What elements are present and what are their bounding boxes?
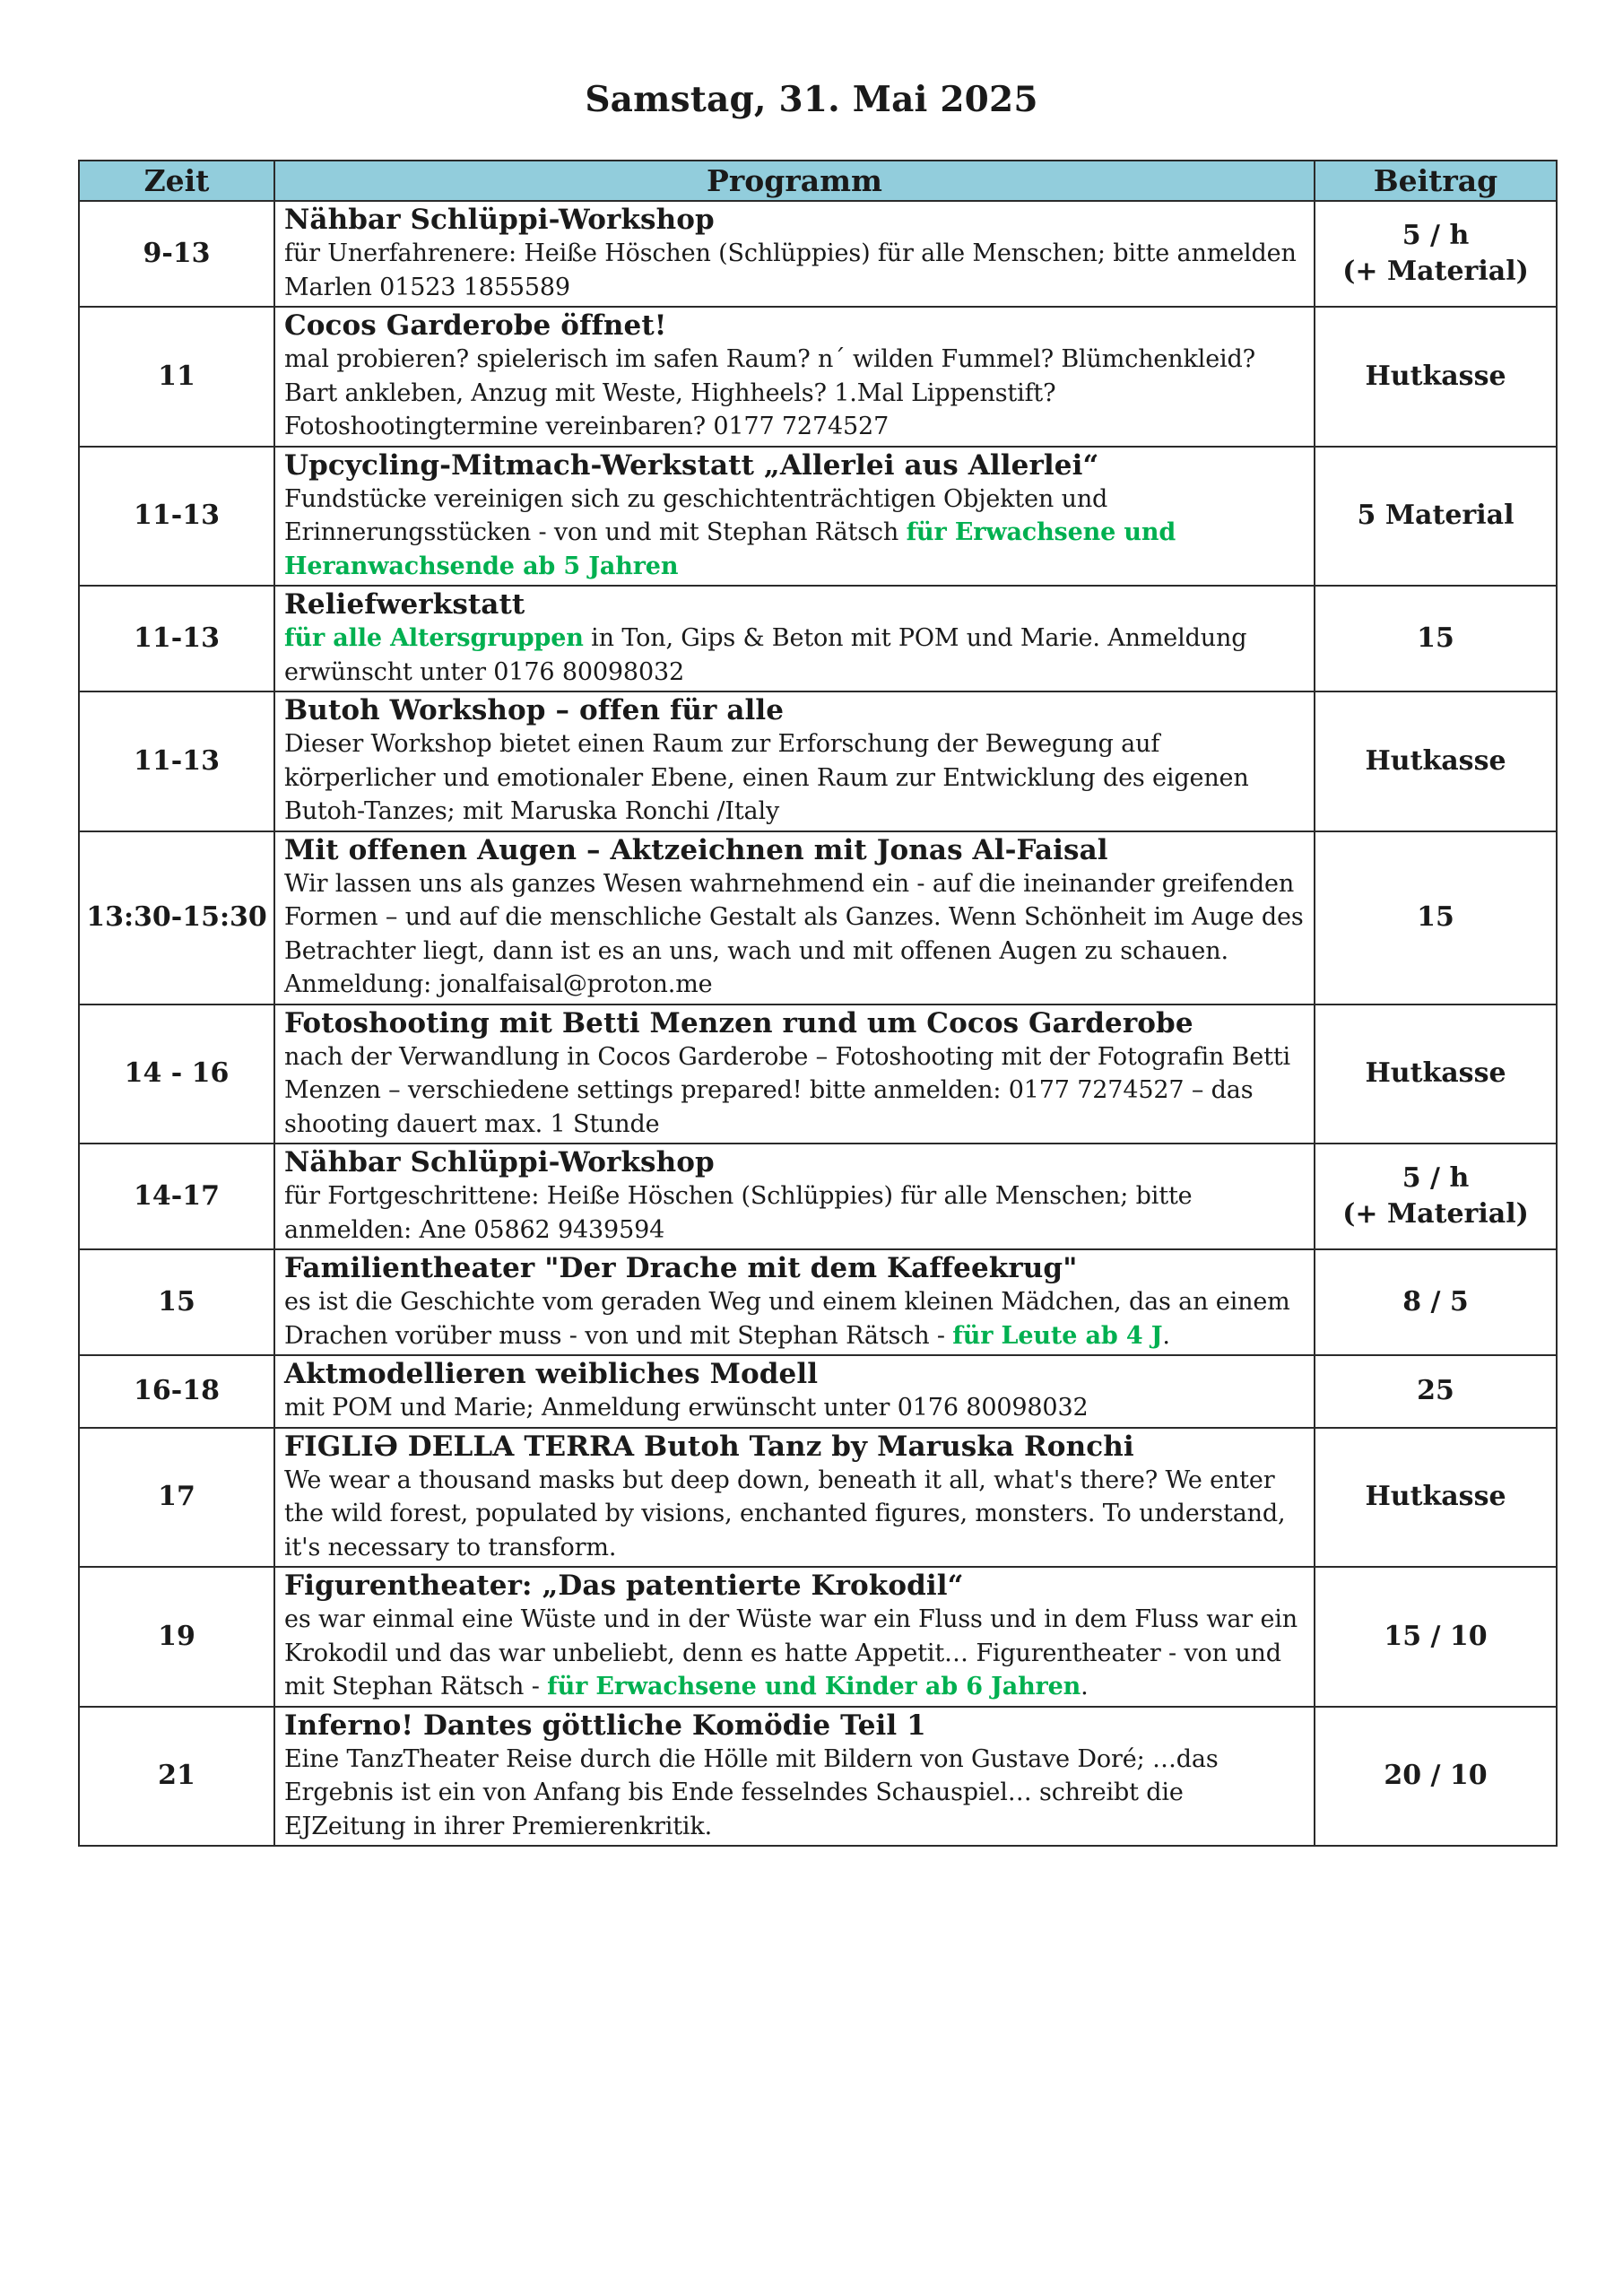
description-text: . bbox=[1162, 1321, 1170, 1350]
fee-line: 8 / 5 bbox=[1402, 1286, 1469, 1318]
event-program bbox=[274, 1004, 1315, 1144]
description-text: Wir lassen uns als ganzes Wesen wahrnehmend ein - auf die ineinander greifenden Formen – und auf die menschliche Gestalt als Ganzes. Wenn Schönheit im Auge des Betrachter liegt, dann ist es an uns, wach und mit offenen Augen zu schauen. Anmeldung: jonalfaisal@proton.me bbox=[284, 869, 1304, 998]
description-text: für Unerfahrenere: Heiße Höschen (Schlüppies) für alle Menschen; bitte anmelden Marlen 01523 1855589 bbox=[284, 239, 1297, 301]
table-row bbox=[79, 586, 1557, 691]
event-program bbox=[274, 1428, 1315, 1568]
event-description bbox=[284, 343, 1306, 444]
table-row bbox=[79, 1144, 1557, 1249]
table-row bbox=[79, 1707, 1557, 1847]
fee-line: 25 bbox=[1417, 1375, 1454, 1407]
event-description bbox=[284, 1603, 1306, 1704]
description-text: mal probieren? spielerisch im safen Raum? n´ wilden Fummel? Blümchenkleid? Bart ankleben, Anzug mit Weste, Highheels? 1.Mal Lippenstift? Fotoshootingtermine vereinbaren? 0177 7274527 bbox=[284, 345, 1255, 440]
description-text: in Ton, Gips & Beton mit POM und Marie. Anmeldung erwünscht unter 0176 80098032 bbox=[284, 624, 1247, 686]
audience-highlight: für alle Altersgruppen bbox=[284, 624, 584, 652]
fee-line: 5 / h bbox=[1402, 220, 1470, 251]
event-program bbox=[274, 831, 1315, 1004]
event-description bbox=[284, 237, 1306, 304]
event-fee bbox=[1315, 1004, 1557, 1144]
event-program bbox=[274, 691, 1315, 831]
table-row bbox=[79, 1567, 1557, 1707]
event-title: Figurentheater: „Das patentierte Krokodil“ bbox=[284, 1570, 964, 1602]
event-description bbox=[284, 483, 1306, 584]
table-row bbox=[79, 691, 1557, 831]
table-row bbox=[79, 307, 1557, 447]
event-description bbox=[284, 1743, 1306, 1844]
audience-highlight: für Leute ab 4 J bbox=[952, 1321, 1163, 1350]
event-title: FIGLIƏ DELLA TERRA Butoh Tanz by Maruska Ronchi bbox=[284, 1430, 1134, 1463]
description-text: Eine TanzTheater Reise durch die Hölle mit Bildern von Gustave Doré; …das Ergebnis ist ein von Anfang bis Ende fesselndes Schauspiel… schreibt die EJZeitung in ihrer Premierenkritik. bbox=[284, 1744, 1219, 1840]
event-program bbox=[274, 1707, 1315, 1847]
event-title: Fotoshooting mit Betti Menzen rund um Cocos Garderobe bbox=[284, 1006, 1193, 1039]
fee-line: Hutkasse bbox=[1365, 744, 1506, 777]
description-text: mit POM und Marie; Anmeldung erwünscht unter 0176 80098032 bbox=[284, 1394, 1089, 1422]
event-program bbox=[274, 307, 1315, 447]
description-text: für Fortgeschrittene: Heiße Höschen (Schlüppies) für alle Menschen; bitte anmelden: Ane 05862 9439594 bbox=[284, 1182, 1193, 1244]
event-fee bbox=[1315, 447, 1557, 587]
description-text: es war einmal eine Wüste und in der Wüste war ein Fluss und in dem Fluss war ein Krokodil und das war unbeliebt, denn es hatte Appetit… Figurentheater - von und mit Stephan Rätsch - bbox=[284, 1605, 1298, 1700]
event-fee bbox=[1315, 1567, 1557, 1707]
description-text: nach der Verwandlung in Cocos Garderobe – Fotoshooting mit der Fotografin Betti Menzen – verschiedene settings prepared! bitte anmelden: 0177 7274527 – das shooting dauert max. 1 Stunde bbox=[284, 1042, 1291, 1138]
event-time: 13:30-15:30 bbox=[79, 831, 274, 1004]
event-fee bbox=[1315, 1707, 1557, 1847]
event-time: 11-13 bbox=[79, 691, 274, 831]
table-row bbox=[79, 831, 1557, 1004]
fee-line: 5 / h bbox=[1402, 1162, 1470, 1194]
description-text: es ist die Geschichte vom geraden Weg und einem kleinen Mädchen, das an einem Drachen vorüber muss - von und mit Stephan Rätsch - bbox=[284, 1288, 1290, 1350]
event-time: 19 bbox=[79, 1567, 274, 1707]
description-text: Dieser Workshop bietet einen Raum zur Erforschung der Bewegung auf körperlicher und emotionaler Ebene, einen Raum zur Entwicklung des eigenen Butoh-Tanzes; mit Maruska Ronchi /Italy bbox=[284, 730, 1249, 825]
event-time: 14 - 16 bbox=[79, 1004, 274, 1144]
event-description bbox=[284, 727, 1306, 829]
event-fee bbox=[1315, 307, 1557, 447]
event-fee bbox=[1315, 1249, 1557, 1355]
schedule-body bbox=[79, 201, 1557, 1846]
event-description bbox=[284, 1391, 1306, 1425]
column-header-time: Zeit bbox=[79, 161, 274, 201]
event-program bbox=[274, 447, 1315, 587]
event-program bbox=[274, 1567, 1315, 1707]
table-row bbox=[79, 201, 1557, 307]
event-description bbox=[284, 867, 1306, 1002]
event-fee bbox=[1315, 1428, 1557, 1568]
event-title: Aktmodellieren weibliches Modell bbox=[284, 1358, 819, 1390]
table-row bbox=[79, 1004, 1557, 1144]
audience-highlight: für Erwachsene und Heranwachsende ab 5 Jahren bbox=[284, 518, 1176, 580]
event-title: Familientheater "Der Drache mit dem Kaffeekrug" bbox=[284, 1252, 1078, 1284]
fee-line: (+ Material) bbox=[1342, 1198, 1529, 1230]
fee-line: Hutkasse bbox=[1365, 1481, 1506, 1513]
event-description bbox=[284, 1179, 1306, 1247]
event-fee bbox=[1315, 831, 1557, 1004]
column-header-fee: Beitrag bbox=[1315, 161, 1557, 201]
event-program bbox=[274, 586, 1315, 691]
event-time: 9-13 bbox=[79, 201, 274, 307]
event-description bbox=[284, 1464, 1306, 1565]
fee-line: 15 bbox=[1417, 622, 1454, 654]
event-description bbox=[284, 1040, 1306, 1142]
schedule-header bbox=[79, 161, 1557, 201]
event-time: 14-17 bbox=[79, 1144, 274, 1249]
event-title: Butoh Workshop – offen für alle bbox=[284, 694, 785, 726]
event-title: Nähbar Schlüppi-Workshop bbox=[284, 204, 715, 236]
fee-line: Hutkasse bbox=[1365, 360, 1506, 392]
event-description bbox=[284, 622, 1306, 689]
fee-line: 5 Material bbox=[1357, 500, 1515, 532]
event-time: 15 bbox=[79, 1249, 274, 1355]
event-program bbox=[274, 1144, 1315, 1249]
event-fee bbox=[1315, 1144, 1557, 1249]
table-row bbox=[79, 1428, 1557, 1568]
event-title: Inferno! Dantes göttliche Komödie Teil 1 bbox=[284, 1709, 926, 1742]
fee-line: Hutkasse bbox=[1365, 1057, 1506, 1090]
fee-line: 15 / 10 bbox=[1384, 1620, 1488, 1652]
column-header-program: Programm bbox=[274, 161, 1315, 201]
event-fee bbox=[1315, 586, 1557, 691]
event-program bbox=[274, 201, 1315, 307]
table-row bbox=[79, 1355, 1557, 1428]
event-title: Mit offenen Augen – Aktzeichnen mit Jonas Al-Faisal bbox=[284, 833, 1108, 866]
table-row bbox=[79, 447, 1557, 587]
event-title: Nähbar Schlüppi-Workshop bbox=[284, 1146, 715, 1178]
event-title: Upcycling-Mitmach-Werkstatt „Allerlei aus Allerlei“ bbox=[284, 448, 1099, 482]
event-time: 11-13 bbox=[79, 586, 274, 691]
fee-line: 20 / 10 bbox=[1384, 1760, 1488, 1792]
event-program bbox=[274, 1249, 1315, 1355]
fee-line: (+ Material) bbox=[1342, 256, 1529, 287]
event-fee bbox=[1315, 691, 1557, 831]
description-text: We wear a thousand masks but deep down, beneath it all, what's there? We enter the wild forest, populated by visions, enchanted figures, monsters. To understand, it's necessary to transform. bbox=[284, 1465, 1286, 1561]
event-time: 21 bbox=[79, 1707, 274, 1847]
description-text: Fundstücke vereinigen sich zu geschichtenträchtigen Objekten und Erinnerungsstücken - von und mit Stephan Rätsch bbox=[284, 484, 1108, 546]
schedule-table bbox=[78, 160, 1558, 1847]
page-title: Samstag, 31. Mai 2025 bbox=[585, 79, 1038, 120]
event-description bbox=[284, 1285, 1306, 1352]
event-time: 16-18 bbox=[79, 1355, 274, 1428]
table-row bbox=[79, 1249, 1557, 1355]
fee-line: 15 bbox=[1417, 901, 1454, 933]
event-title: Reliefwerkstatt bbox=[284, 588, 525, 621]
event-program bbox=[274, 1355, 1315, 1428]
event-time: 11 bbox=[79, 307, 274, 447]
audience-highlight: für Erwachsene und Kinder ab 6 Jahren bbox=[547, 1673, 1081, 1700]
event-time: 11-13 bbox=[79, 447, 274, 587]
event-fee bbox=[1315, 1355, 1557, 1428]
event-time: 17 bbox=[79, 1428, 274, 1568]
description-text: . bbox=[1081, 1673, 1089, 1700]
event-fee bbox=[1315, 201, 1557, 307]
event-title: Cocos Garderobe öffnet! bbox=[284, 309, 667, 342]
header-row bbox=[79, 161, 1557, 201]
